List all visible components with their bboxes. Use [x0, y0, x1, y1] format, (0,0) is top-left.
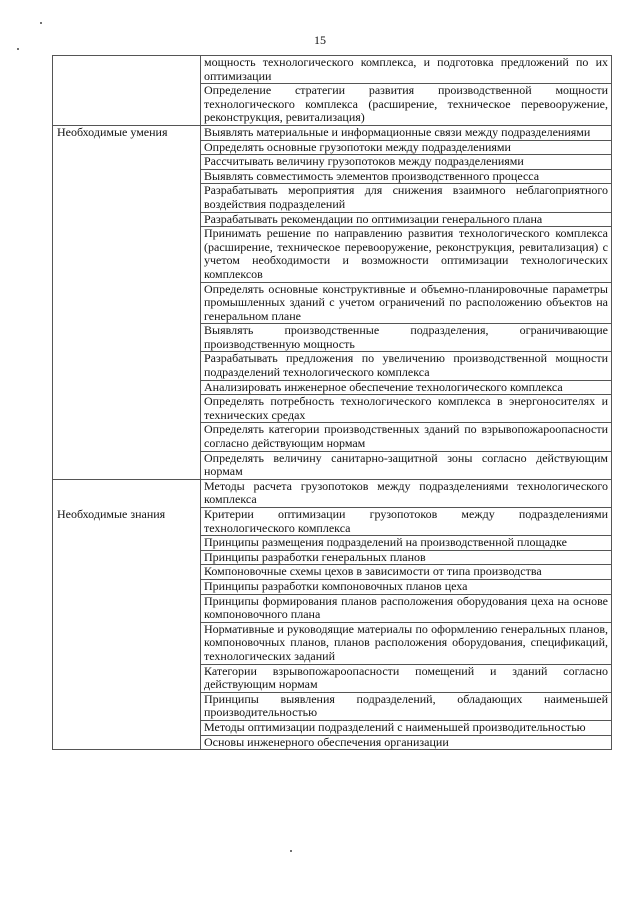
row-label-cell: [53, 579, 201, 594]
table-row: [53, 451, 612, 479]
table-row: [53, 212, 612, 227]
row-label-cell: [53, 380, 201, 395]
row-label-cell: Необходимые знания: [53, 508, 201, 536]
row-content-cell: Принципы размещения подразделений на производственной площадке: [201, 536, 612, 551]
row-label-cell: [53, 622, 201, 664]
row-content-cell: Компоновочные схемы цехов в зависимости от типа производства: [201, 565, 612, 580]
row-label-cell: [53, 536, 201, 551]
row-content-cell: Методы расчета грузопотоков между подразделениями технологического комплекса: [201, 479, 612, 507]
row-content-cell: Нормативные и руководящие материалы по оформлению генеральных планов, компоновочных планов, планов расположения оборудования, спецификаций, технологических заданий: [201, 622, 612, 664]
row-content-cell: Принципы разработки компоновочных планов цеха: [201, 579, 612, 594]
table-row: [53, 622, 612, 664]
table-row: [53, 479, 612, 507]
row-label-cell: [53, 169, 201, 184]
row-content-cell: Определение стратегии развития производственной мощности технологического комплекса (расширение, техническое перевооружение, реконструкция, ревитализация): [201, 84, 612, 126]
row-label-cell: [53, 692, 201, 720]
row-label-cell: [53, 282, 201, 324]
table-row: [53, 84, 612, 126]
row-label-cell: Необходимые умения: [53, 125, 201, 140]
row-content-cell: Методы оптимизации подразделений с наименьшей производительностью: [201, 720, 612, 735]
table-row: [53, 155, 612, 170]
table-row: [53, 536, 612, 551]
table-row: [53, 692, 612, 720]
row-label-cell: [53, 664, 201, 692]
table-row: [53, 56, 612, 84]
row-content-cell: Определять категории производственных зданий по взрывопожароопасности согласно действующим нормам: [201, 423, 612, 451]
row-content-cell: Определять основные конструктивные и объемно-планировочные параметры промышленных зданий с учетом ограничений по расположению объектов на генеральном плане: [201, 282, 612, 324]
table-row: [53, 565, 612, 580]
table-row: [53, 125, 612, 140]
table-row: [53, 550, 612, 565]
row-label-cell: [53, 423, 201, 451]
row-content-cell: Разрабатывать предложения по увеличению производственной мощности подразделений технологического комплекса: [201, 352, 612, 380]
row-label-cell: [53, 227, 201, 282]
row-label-cell: [53, 184, 201, 212]
row-content-cell: мощность технологического комплекса, и подготовка предложений по их оптимизации: [201, 56, 612, 84]
row-label-cell: [53, 56, 201, 84]
row-label-cell: [53, 395, 201, 423]
table-row: [53, 508, 612, 536]
table-row: [53, 380, 612, 395]
row-label-cell: [53, 324, 201, 352]
table-row: [53, 352, 612, 380]
row-label-cell: [53, 451, 201, 479]
table-row: [53, 423, 612, 451]
table-row: [53, 579, 612, 594]
table-row: [53, 395, 612, 423]
table-row: [53, 735, 612, 750]
row-content-cell: Принципы выявления подразделений, обладающих наименьшей производительностью: [201, 692, 612, 720]
row-label-cell: [53, 155, 201, 170]
table-row: [53, 227, 612, 282]
row-content-cell: Выявлять совместимость элементов производственного процесса: [201, 169, 612, 184]
row-content-cell: Определять величину санитарно-защитной зоны согласно действующим нормам: [201, 451, 612, 479]
scan-dot-3: [290, 850, 292, 852]
table-row: [53, 140, 612, 155]
row-content-cell: Критерии оптимизации грузопотоков между подразделениями технологического комплекса: [201, 508, 612, 536]
row-content-cell: Определять основные грузопотоки между подразделениями: [201, 140, 612, 155]
row-content-cell: Определять потребность технологического комплекса в энергоносителях и технических средах: [201, 395, 612, 423]
row-content-cell: Основы инженерного обеспечения организации: [201, 735, 612, 750]
row-content-cell: Разрабатывать рекомендации по оптимизации генерального плана: [201, 212, 612, 227]
row-label-cell: [53, 550, 201, 565]
table-row: [53, 282, 612, 324]
row-content-cell: Категории взрывопожароопасности помещений и зданий согласно действующим нормам: [201, 664, 612, 692]
row-label-cell: [53, 479, 201, 507]
row-label-cell: [53, 84, 201, 126]
row-content-cell: Принимать решение по направлению развития технологического комплекса (расширение, техническое перевооружение, реконструкция, ревитализация) с учетом необходимости и возможности оптимизации технологических комплексов: [201, 227, 612, 282]
table-row: [53, 720, 612, 735]
scan-dot-1: [40, 22, 42, 24]
table-row: [53, 184, 612, 212]
table-row: [53, 594, 612, 622]
row-label-cell: [53, 212, 201, 227]
scan-dot-2: [17, 48, 19, 50]
row-content-cell: Принципы разработки генеральных планов: [201, 550, 612, 565]
row-content-cell: Рассчитывать величину грузопотоков между подразделениями: [201, 155, 612, 170]
row-content-cell: Выявлять материальные и информационные связи между подразделениями: [201, 125, 612, 140]
row-label-cell: [53, 565, 201, 580]
competency-table: [52, 55, 612, 750]
row-label-cell: [53, 140, 201, 155]
row-label-cell: [53, 735, 201, 750]
table-row: [53, 324, 612, 352]
row-content-cell: Анализировать инженерное обеспечение технологического комплекса: [201, 380, 612, 395]
row-label-cell: [53, 594, 201, 622]
table-row: [53, 169, 612, 184]
table-row: [53, 664, 612, 692]
row-content-cell: Принципы формирования планов расположения оборудования цеха на основе компоновочного плана: [201, 594, 612, 622]
row-label-cell: [53, 720, 201, 735]
page-number: 15: [314, 33, 326, 47]
row-label-cell: [53, 352, 201, 380]
row-content-cell: Выявлять производственные подразделения, ограничивающие производственную мощность: [201, 324, 612, 352]
row-content-cell: Разрабатывать мероприятия для снижения взаимного неблагоприятного воздействия подразделений: [201, 184, 612, 212]
